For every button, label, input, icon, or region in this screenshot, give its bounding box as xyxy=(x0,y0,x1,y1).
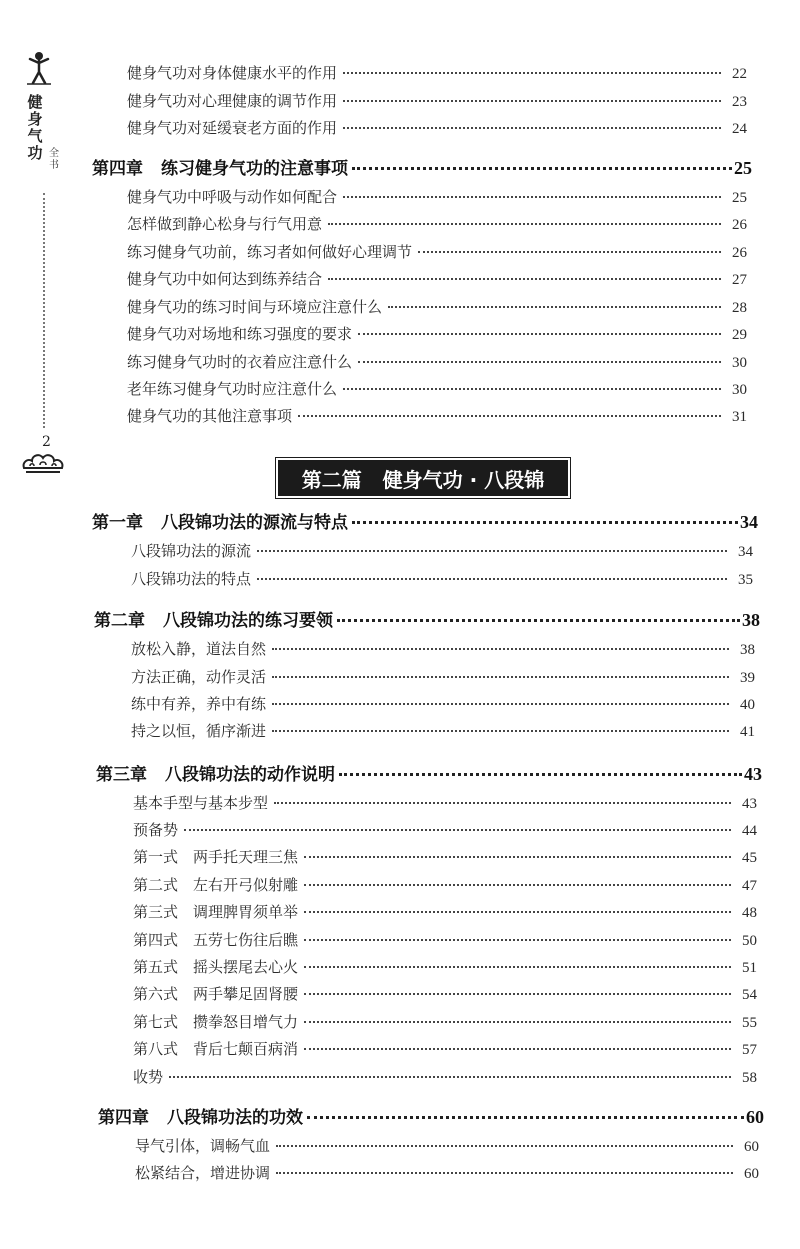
toc-entry[interactable] xyxy=(127,186,747,207)
chapter-page: 43 xyxy=(744,764,762,784)
toc-entry[interactable] xyxy=(135,1135,759,1156)
entry-page: 35 xyxy=(738,572,753,588)
entry-title: 第三式 调理脾胃须单举 xyxy=(133,903,299,921)
chapter-number: 第四章 xyxy=(92,159,143,179)
entry-title: 健身气功对场地和练习强度的要求 xyxy=(127,325,353,343)
entry-title: 健身气功中如何达到练养结合 xyxy=(127,270,323,288)
toc-entry[interactable] xyxy=(127,62,747,83)
toc-entry[interactable] xyxy=(133,819,757,840)
entry-page: 51 xyxy=(742,960,757,976)
entry-title: 健身气功对身体健康水平的作用 xyxy=(127,64,338,82)
toc-entry[interactable] xyxy=(133,929,757,950)
entry-page: 55 xyxy=(742,1015,757,1031)
toc-entry[interactable] xyxy=(133,792,757,813)
chapter-title: 八段锦功法的功效 xyxy=(167,1108,303,1128)
chapter-title: 练习健身气功的注意事项 xyxy=(161,159,348,179)
part-banner xyxy=(278,460,568,496)
toc-entry[interactable] xyxy=(133,1066,757,1087)
toc-entry[interactable] xyxy=(127,296,747,317)
entry-page: 45 xyxy=(742,850,757,866)
toc-entry[interactable] xyxy=(133,956,757,977)
entry-title: 八段锦功法的特点 xyxy=(131,570,252,588)
entry-title: 健身气功对延缓衰老方面的作用 xyxy=(127,119,338,137)
chapter-title: 八段锦功法的源流与特点 xyxy=(161,513,348,533)
entry-page: 47 xyxy=(742,878,757,894)
leader-dots xyxy=(304,911,731,913)
leader-dots xyxy=(343,127,721,129)
part-title: 健身气功 · 八段锦 xyxy=(382,467,545,492)
entry-page: 24 xyxy=(732,121,747,137)
leader-dots xyxy=(274,802,731,804)
leader-dots xyxy=(343,100,721,102)
entry-title: 健身气功的其他注意事项 xyxy=(127,407,293,425)
entry-title: 第四式 五劳七伤往后瞧 xyxy=(133,931,299,949)
book-title: 健身气功 xyxy=(27,93,43,162)
entry-page: 34 xyxy=(738,544,753,560)
entry-page: 41 xyxy=(740,724,755,740)
chapter-heading[interactable] xyxy=(96,760,762,785)
toc-entry[interactable] xyxy=(133,1011,757,1032)
toc-entry[interactable] xyxy=(127,117,747,138)
chapter-title: 八段锦功法的动作说明 xyxy=(165,765,335,785)
toc-entry[interactable] xyxy=(127,323,747,344)
chapter-heading[interactable] xyxy=(92,508,758,533)
leader-dots xyxy=(276,1172,733,1174)
entry-title: 第六式 两手攀足固肾腰 xyxy=(133,985,299,1003)
entry-title: 八段锦功法的源流 xyxy=(131,542,252,560)
entry-page: 28 xyxy=(732,300,747,316)
entry-page: 26 xyxy=(732,245,747,261)
leader-dots xyxy=(352,521,738,524)
entry-page: 60 xyxy=(744,1166,759,1182)
toc-entry[interactable] xyxy=(127,405,747,426)
leader-dots xyxy=(304,856,731,858)
leader-dots xyxy=(358,361,721,363)
leader-dots xyxy=(169,1076,731,1078)
chapter-page: 60 xyxy=(746,1107,764,1127)
entry-page: 50 xyxy=(742,933,757,949)
part-number: 第二篇 xyxy=(301,467,362,492)
chapter-heading[interactable] xyxy=(92,154,752,179)
chapter-number: 第一章 xyxy=(92,513,143,533)
entry-page: 39 xyxy=(740,670,755,686)
toc-entry[interactable] xyxy=(135,1162,759,1183)
toc-entry[interactable] xyxy=(133,874,757,895)
chapter-heading[interactable] xyxy=(94,606,760,631)
entry-title: 练中有养，养中有练 xyxy=(131,695,267,713)
entry-title: 基本手型与基本步型 xyxy=(133,794,269,812)
entry-page: 40 xyxy=(740,697,755,713)
leader-dots xyxy=(257,578,727,580)
toc-entry[interactable] xyxy=(127,378,747,399)
entry-title: 第二式 左右开弓似射雕 xyxy=(133,876,299,894)
leader-dots xyxy=(352,167,732,170)
entry-page: 26 xyxy=(732,217,747,233)
leader-dots xyxy=(307,1116,744,1119)
chapter-page: 38 xyxy=(742,610,760,630)
toc-entry[interactable] xyxy=(127,268,747,289)
leader-dots xyxy=(388,306,721,308)
entry-page: 22 xyxy=(732,66,747,82)
entry-title: 第七式 攒拳怒目增气力 xyxy=(133,1013,299,1031)
entry-title: 第八式 背后七颠百病消 xyxy=(133,1040,299,1058)
entry-page: 31 xyxy=(732,409,747,425)
leader-dots xyxy=(304,884,731,886)
entry-page: 44 xyxy=(742,823,757,839)
chapter-heading[interactable] xyxy=(98,1103,764,1128)
leader-dots xyxy=(272,648,729,650)
entry-page: 30 xyxy=(732,382,747,398)
leader-dots xyxy=(343,388,721,390)
toc-entry[interactable] xyxy=(127,241,747,262)
entry-title: 第一式 两手托天理三焦 xyxy=(133,848,299,866)
toc-entry[interactable] xyxy=(131,638,755,659)
leader-dots xyxy=(298,415,721,417)
entry-title: 健身气功中呼吸与动作如何配合 xyxy=(127,188,338,206)
entry-title: 松紧结合，增进协调 xyxy=(135,1164,271,1182)
leader-dots xyxy=(272,730,729,732)
leader-dots xyxy=(304,1021,731,1023)
toc-entry[interactable] xyxy=(127,90,747,111)
chapter-page: 34 xyxy=(740,512,758,532)
entry-title: 预备势 xyxy=(133,821,179,839)
chapter-number: 第二章 xyxy=(94,611,145,631)
toc-entry[interactable] xyxy=(131,693,755,714)
entry-title: 第五式 摇头摆尾去心火 xyxy=(133,958,299,976)
entry-page: 38 xyxy=(740,642,755,658)
toc-entry[interactable] xyxy=(131,720,755,741)
toc-entry[interactable] xyxy=(131,666,755,687)
toc-entry[interactable] xyxy=(133,1038,757,1059)
entry-page: 43 xyxy=(742,796,757,812)
leader-dots xyxy=(328,278,721,280)
toc-entry[interactable] xyxy=(127,351,747,372)
leader-dots xyxy=(418,251,721,253)
leader-dots xyxy=(343,72,721,74)
entry-page: 60 xyxy=(744,1139,759,1155)
entry-page: 58 xyxy=(742,1070,757,1086)
entry-page: 30 xyxy=(732,355,747,371)
entry-title: 持之以恒，循序渐进 xyxy=(131,722,267,740)
leader-dots xyxy=(184,829,731,831)
leader-dots xyxy=(272,703,729,705)
leader-dots xyxy=(328,223,721,225)
entry-page: 25 xyxy=(732,190,747,206)
entry-page: 54 xyxy=(742,987,757,1003)
chapter-page: 25 xyxy=(734,158,752,178)
entry-page: 29 xyxy=(732,327,747,343)
entry-title: 练习健身气功前，练习者如何做好心理调节 xyxy=(127,243,413,261)
entry-title: 健身气功的练习时间与环境应注意什么 xyxy=(127,298,383,316)
book-subtitle: 全书 xyxy=(49,148,59,171)
leader-dots xyxy=(358,333,721,335)
toc-entry[interactable] xyxy=(133,983,757,1004)
leader-dots xyxy=(304,939,731,941)
leader-dots xyxy=(304,993,731,995)
chapter-number: 第四章 xyxy=(98,1108,149,1128)
entry-title: 健身气功对心理健康的调节作用 xyxy=(127,92,338,110)
chapter-number: 第三章 xyxy=(96,765,147,785)
toc-entry[interactable] xyxy=(127,213,747,234)
entry-page: 23 xyxy=(732,94,747,110)
leader-dots xyxy=(304,966,731,968)
entry-page: 57 xyxy=(742,1042,757,1058)
entry-title: 练习健身气功时的衣着应注意什么 xyxy=(127,353,353,371)
entry-title: 收势 xyxy=(133,1068,164,1086)
entry-title: 导气引体，调畅气血 xyxy=(135,1137,271,1155)
toc-entry[interactable] xyxy=(133,846,757,867)
leader-dots xyxy=(337,619,740,622)
toc-entry[interactable] xyxy=(133,901,757,922)
entry-title: 方法正确，动作灵活 xyxy=(131,668,267,686)
leader-dots xyxy=(276,1145,733,1147)
leader-dots xyxy=(272,676,729,678)
toc-entry[interactable] xyxy=(131,568,753,589)
entry-page: 48 xyxy=(742,905,757,921)
entry-title: 老年练习健身气功时应注意什么 xyxy=(127,380,338,398)
entry-title: 放松入静，道法自然 xyxy=(131,640,267,658)
entry-title: 怎样做到静心松身与行气用意 xyxy=(127,215,323,233)
chapter-title: 八段锦功法的练习要领 xyxy=(163,611,333,631)
page-number: 2 xyxy=(42,434,51,450)
toc-entry[interactable] xyxy=(131,540,753,561)
leader-dots xyxy=(343,196,721,198)
leader-dots xyxy=(257,550,727,552)
leader-dots xyxy=(304,1048,731,1050)
entry-page: 27 xyxy=(732,272,747,288)
leader-dots xyxy=(339,773,742,776)
